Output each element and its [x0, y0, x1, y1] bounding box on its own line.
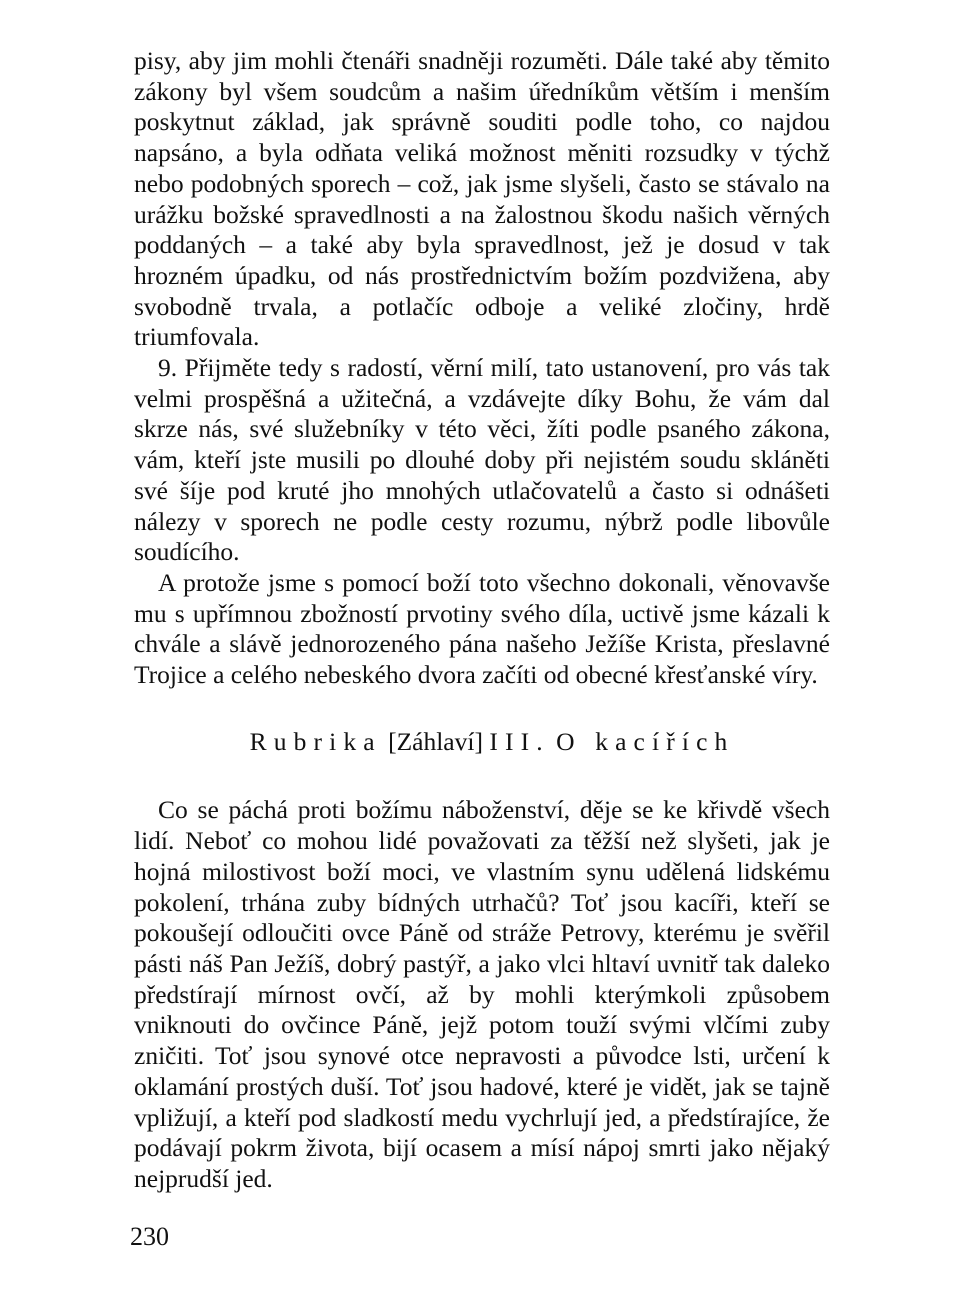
paragraph-heretics: Co se páchá proti božímu náboženství, děje se ke křivdě všech lidí. Neboť co mohou lidé považovati za těžší než slyšeti, jak je hojná milostivost boží moci, ve vlastním synu udělená lidskému pokolení, trhána zuby bídných utrhačů? Toť jsou kacíři, kteří se pokoušejí odloučiti ovce Páně od stráže Petrovy, kterému je svěřil pásti náš Pan Ježíš, dobrý pastýř, a jako vlci hltaví uvnitř tak daleko předstírají mírnost ovčí, až by mohli kterýmkoli způsobem vniknouti do ovčince Páně, jejž potom touží svými vlčími zuby zničiti. Toť jsou synové otce nepravosti a původce lsti, určení k oklamání prostých duší. Toť jsou hadové, které je vidět, jak se tajně vpližují, a kteří pod sladkostí medu vychrlují jed, a předstírajíce, že podávají pokrm života, bijí ocasem a mísí nápoj smrti jako nějaký nejprudší jed.	[134, 795, 830, 1193]
heading-bracket: [Záhlaví]	[388, 726, 483, 756]
paragraph-article-9: 9. Přijměte tedy s radostí, věrní milí, tato ustanovení, pro vás tak velmi prospěšná a užitečná, a vzdávejte díky Bohu, že vám dal skrze nás, své služebníky v této věci, žíti podle psaného zákona, vám, kteří jste musili po dlouhé doby při nejistém soudu skláněti své šíje pod kruté jho mnohých utlačovatelů a často si odnášeti nálezy v sporech ne podle cesty rozumu, nýbrž podle libovůle soudícího.	[134, 353, 830, 567]
page-body	[134, 46, 830, 1195]
heading-title: O kacířích	[556, 726, 735, 756]
paragraph-conclusion: A protože jsme s pomocí boží toto všechno dokonali, věnovavše mu s upřímnou zbožností prvotiny svého díla, uctivě jsme kázali k chvále a slávě jednorozeného pána našeho Ježíše Krista, přeslavné Trojice a celého nebeského dvora začíti od obecné křesťanské víry.	[134, 567, 830, 690]
heading-number: III.	[489, 726, 550, 756]
page-number: 230	[130, 1222, 169, 1251]
heading-rubrika: Rubrika	[249, 726, 382, 756]
paragraph-continuation: pisy, aby jim mohli čtenáři snadněji rozuměti. Dále také aby těmito zákony byl všem soudcům a našim úředníkům větším i menším poskytnut základ, jak správně souditi podle toho, co najdou napsáno, a byla odňata veliká možnost měniti rozsudky v týchž nebo podobných sporech – což, jak jsme slyšeli, často se stávalo na urážku božské spravedlnosti a na žalostnou škodu našich věrných poddaných – a také aby byla spravedlnost, jež je dosud v tak hrozném úpadku, od nás prostřednictvím božím pozdvižena, aby svobodně trvala, a potlačíc odboje a veliké zločiny, hrdě triumfovala.	[134, 46, 830, 352]
section-heading	[134, 727, 830, 758]
